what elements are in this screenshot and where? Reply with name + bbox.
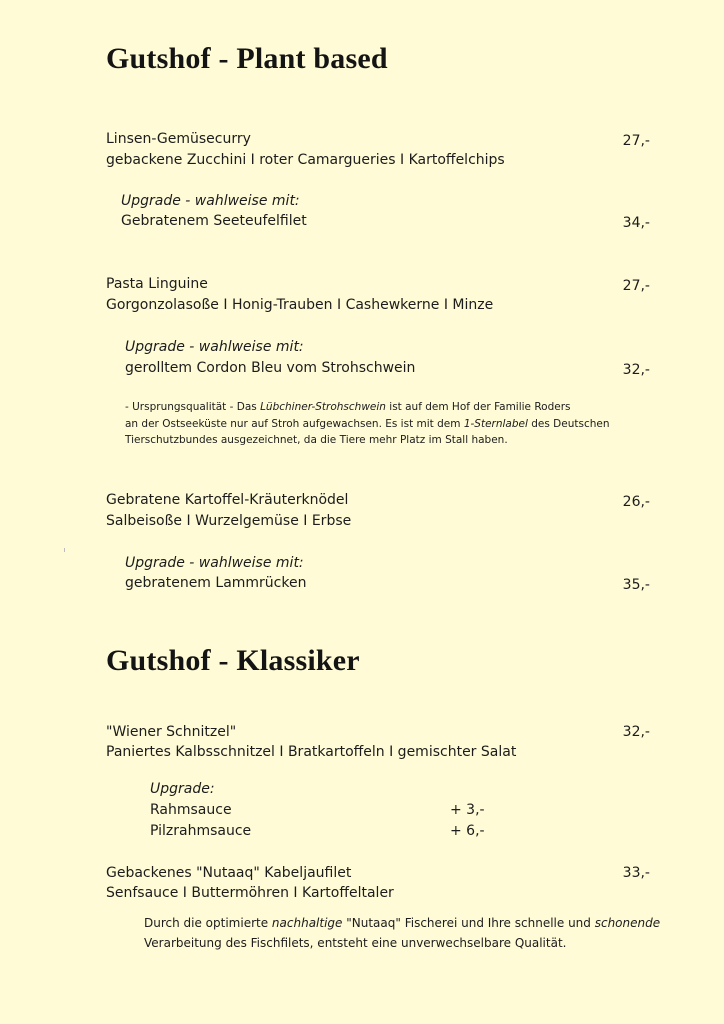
upgrade-label: Upgrade: <box>150 781 215 797</box>
note-line-3: Tierschutzbundes ausgezeichnet, da die Tiere mehr Platz im Stall haben. <box>125 434 508 446</box>
upgrade-option-name: Pilzrahmsauce <box>150 823 252 839</box>
dish-description: Gorgonzolasoße I Honig-Trauben I Cashewkerne I Minze <box>106 297 494 313</box>
dish-description: Senfsauce I Buttermöhren I Kartoffeltaler <box>106 885 394 901</box>
dish-name: Linsen-Gemüsecurry <box>106 131 251 147</box>
dish-price: 27,- <box>622 133 650 149</box>
dish-description: Salbeisoße I Wurzelgemüse I Erbse <box>106 513 352 529</box>
upgrade-option-price: + 6,- <box>450 823 485 839</box>
fish-note <box>144 913 660 953</box>
upgrade-option-price: + 3,- <box>450 802 485 818</box>
upgrade-price: 35,- <box>622 577 650 593</box>
section-title-plant-based: Gutshof - Plant based <box>106 42 388 75</box>
note-line-2: Verarbeitung des Fischfilets, entsteht eine unverwechselbare Qualität. <box>144 936 567 950</box>
upgrade-item: gebratenem Lammrücken <box>125 575 307 591</box>
origin-note <box>125 399 610 449</box>
dish-description: gebackene Zucchini I roter Camargueries I Kartoffelchips <box>106 152 505 168</box>
upgrade-price: 34,- <box>622 215 650 231</box>
dish-name: Gebackenes "Nutaaq" Kabeljaufilet <box>106 865 352 881</box>
upgrade-option-name: Rahmsauce <box>150 802 232 818</box>
upgrade-label: Upgrade - wahlweise mit: <box>125 339 304 355</box>
upgrade-item: Gebratenem Seeteufelfilet <box>121 213 307 229</box>
dish-price: 33,- <box>622 865 650 881</box>
section-title-klassiker: Gutshof - Klassiker <box>106 644 360 677</box>
note-line-1: Durch die optimierte nachhaltige "Nutaaq" Fischerei und Ihre schnelle und schonende <box>144 916 661 930</box>
upgrade-item: gerolltem Cordon Bleu vom Strohschwein <box>125 360 416 376</box>
dish-price: 27,- <box>622 278 650 294</box>
upgrade-price: 32,- <box>622 362 650 378</box>
dish-name: "Wiener Schnitzel" <box>106 724 237 740</box>
dish-price: 26,- <box>622 494 650 510</box>
upgrade-label: Upgrade - wahlweise mit: <box>125 555 304 571</box>
scan-speck <box>64 548 65 552</box>
dish-name: Gebratene Kartoffel-Kräuterknödel <box>106 492 349 508</box>
note-line-1: - Ursprungsqualität - Das Lübchiner-Strohschwein ist auf dem Hof der Familie Roders <box>125 401 571 413</box>
upgrade-label: Upgrade - wahlweise mit: <box>121 193 300 209</box>
note-line-2: an der Ostseeküste nur auf Stroh aufgewachsen. Es ist mit dem 1-Sternlabel des Deutschen <box>125 417 610 430</box>
dish-name: Pasta Linguine <box>106 276 208 292</box>
dish-description: Paniertes Kalbsschnitzel I Bratkartoffeln I gemischter Salat <box>106 744 517 760</box>
dish-price: 32,- <box>622 724 650 740</box>
